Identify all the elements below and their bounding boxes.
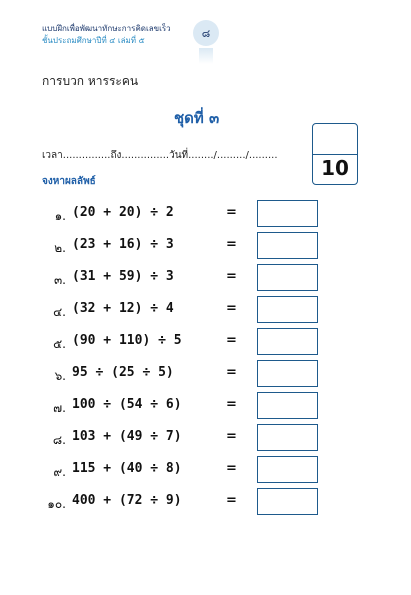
answer-box[interactable] [257, 264, 318, 291]
problem-row [0, 326, 411, 358]
equals-sign: = [226, 429, 237, 444]
time-date-line: เวลา...............ถึง...............วันที่......../........./......... [42, 150, 278, 161]
problem-expression: (20 + 20) ÷ 2 [72, 205, 174, 220]
equals-sign: = [226, 205, 237, 220]
problem-row [0, 262, 411, 294]
problem-expression: (90 + 110) ÷ 5 [72, 333, 182, 348]
problem-expression: 400 + (72 ÷ 9) [72, 493, 182, 508]
problem-expression: (32 + 12) ÷ 4 [72, 301, 174, 316]
score-divider [313, 154, 357, 155]
equals-sign: = [226, 333, 237, 348]
equals-sign: = [226, 397, 237, 412]
problem-expression: (31 + 59) ÷ 3 [72, 269, 174, 284]
problem-expression: (23 + 16) ÷ 3 [72, 237, 174, 252]
equals-sign: = [226, 493, 237, 508]
worksheet-header [42, 23, 171, 47]
problem-number: ๑๐. [47, 497, 66, 511]
answer-box[interactable] [257, 456, 318, 483]
problem-row [0, 486, 411, 518]
problem-expression: 95 ÷ (25 ÷ 5) [72, 365, 174, 380]
answer-box[interactable] [257, 296, 318, 323]
problem-row [0, 358, 411, 390]
problem-number: ๗. [53, 401, 66, 415]
set-title: ชุดที่ ๓ [174, 109, 220, 127]
equals-sign: = [226, 301, 237, 316]
page-badge-decoration [199, 48, 213, 64]
score-box[interactable] [312, 123, 358, 185]
score-total: 10 [321, 156, 349, 180]
problem-expression: 103 + (49 ÷ 7) [72, 429, 182, 444]
page-number-badge: ๘ [193, 20, 219, 46]
problem-number: ๑. [54, 209, 66, 223]
answer-box[interactable] [257, 488, 318, 515]
problem-row [0, 198, 411, 230]
problem-row [0, 230, 411, 262]
problem-number: ๘. [52, 433, 66, 447]
problem-expression: 100 ÷ (54 ÷ 6) [72, 397, 182, 412]
problem-number: ๙. [53, 465, 66, 479]
problem-expression: 115 + (40 ÷ 8) [72, 461, 182, 476]
header-grade-volume: ชั้นประถมศึกษาปีที่ ๔ เล่มที่ ๕ [42, 36, 145, 45]
problem-row [0, 454, 411, 486]
answer-box[interactable] [257, 424, 318, 451]
problem-row [0, 422, 411, 454]
problem-row [0, 294, 411, 326]
equals-sign: = [226, 461, 237, 476]
answer-box[interactable] [257, 200, 318, 227]
answer-box[interactable] [257, 232, 318, 259]
problem-number: ๕. [53, 337, 66, 351]
answer-box[interactable] [257, 328, 318, 355]
equals-sign: = [226, 365, 237, 380]
problem-number: ๔. [53, 305, 66, 319]
answer-box[interactable] [257, 360, 318, 387]
problem-number: ๓. [53, 273, 66, 287]
instruction-text: จงหาผลลัพธ์ [42, 176, 96, 187]
problem-row [0, 390, 411, 422]
section-title: การบวก หารระคน [42, 74, 139, 88]
equals-sign: = [226, 269, 237, 284]
header-series-title: แบบฝึกเพื่อพัฒนาทักษะการคิดเลขเร็ว [42, 24, 171, 33]
problem-number: ๖. [54, 369, 66, 383]
equals-sign: = [226, 237, 237, 252]
problem-number: ๒. [54, 241, 66, 255]
answer-box[interactable] [257, 392, 318, 419]
